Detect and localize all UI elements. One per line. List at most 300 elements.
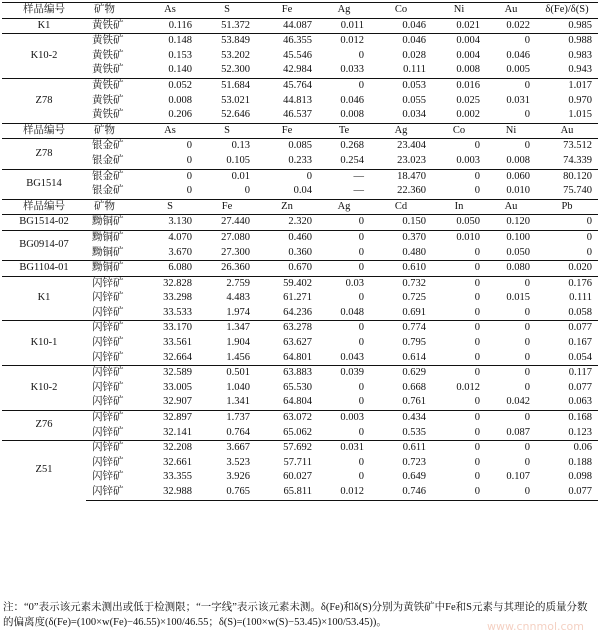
value-cell: 0.611 <box>370 441 432 456</box>
value-cell: 1.017 <box>536 78 598 93</box>
sample-id-cell: K1 <box>2 18 86 34</box>
value-cell: 0.03 <box>318 276 370 291</box>
value-cell: 44.813 <box>283 94 312 106</box>
table-row <box>2 184 598 199</box>
value-cell: 3.926 <box>226 471 250 483</box>
value-cell: 0.746 <box>370 485 432 500</box>
value-cell: 0 <box>358 471 364 483</box>
value-cell: 0 <box>524 456 530 468</box>
value-cell: 65.530 <box>283 381 312 393</box>
value-cell: 0 <box>432 169 486 184</box>
header-row <box>2 199 598 215</box>
table-row <box>2 154 598 169</box>
value-cell: 0.022 <box>486 18 536 34</box>
value-cell: 0.058 <box>568 306 592 318</box>
value-cell: 0.985 <box>536 18 598 34</box>
mineral-cell: 闪锌矿 <box>92 426 124 438</box>
value-cell: 32.661 <box>163 456 192 468</box>
value-cell: 0.360 <box>288 246 312 258</box>
value-cell: 0.723 <box>402 456 426 468</box>
value-cell: 0 <box>474 351 480 363</box>
value-cell: 46.355 <box>256 34 318 49</box>
value-cell: 0.988 <box>536 34 598 49</box>
value-cell: 0 <box>358 337 364 349</box>
value-cell: 0.008 <box>456 64 480 76</box>
column-header: Cd <box>370 199 432 215</box>
column-header: Co <box>370 3 432 19</box>
column-header: 矿物 <box>86 199 142 215</box>
value-cell: 33.170 <box>142 321 198 336</box>
table-row <box>2 336 598 351</box>
value-cell: 0.031 <box>506 94 530 106</box>
value-cell: 46.537 <box>283 109 312 121</box>
value-cell: 0.077 <box>568 381 592 393</box>
value-cell: 0.046 <box>506 49 530 61</box>
value-cell: 45.546 <box>283 49 312 61</box>
value-cell: 74.339 <box>563 154 592 166</box>
column-header: 样品编号 <box>2 199 86 215</box>
value-cell: 0 <box>486 411 536 426</box>
mineral-cell: 闪锌矿 <box>92 351 124 363</box>
value-cell: 0 <box>536 215 598 231</box>
sample-id-cell: Z78 <box>2 78 86 123</box>
value-cell: 0 <box>318 261 370 277</box>
value-cell: 32.208 <box>142 441 198 456</box>
value-cell: 0.008 <box>506 154 530 166</box>
value-cell: 33.561 <box>163 337 192 349</box>
value-cell: 0.111 <box>403 64 426 76</box>
column-header: Au <box>536 123 598 139</box>
value-cell: 0 <box>524 109 530 121</box>
column-header: 矿物 <box>86 3 142 19</box>
value-cell: 0 <box>524 306 530 318</box>
value-cell: 64.801 <box>283 351 312 363</box>
data-table-container <box>2 2 598 501</box>
mineral-cell: 闪锌矿 <box>86 485 142 500</box>
value-cell: 33.533 <box>163 306 192 318</box>
table-row <box>2 169 598 184</box>
column-header: S <box>198 123 256 139</box>
table-row <box>2 34 598 49</box>
value-cell: 0.087 <box>506 426 530 438</box>
mineral-cell: 黄铁矿 <box>86 18 142 34</box>
table-row <box>2 276 598 291</box>
mineral-cell: 黄铁矿 <box>86 34 142 49</box>
value-cell: 0.120 <box>486 215 536 231</box>
value-cell: 53.202 <box>221 49 250 61</box>
value-cell: 63.627 <box>283 337 312 349</box>
value-cell: 0 <box>358 456 364 468</box>
mineral-composition-table <box>2 2 598 501</box>
value-cell: 0.052 <box>142 78 198 93</box>
value-cell: 0 <box>474 292 480 304</box>
table-row <box>2 215 598 231</box>
value-cell: 27.080 <box>198 230 256 245</box>
value-cell: 63.072 <box>256 411 318 426</box>
header-row <box>2 123 598 139</box>
table-row <box>2 63 598 78</box>
header-row <box>2 3 598 19</box>
value-cell: 0 <box>318 321 370 336</box>
value-cell: 0.010 <box>506 185 530 197</box>
value-cell: 0.053 <box>370 78 432 93</box>
value-cell: 64.236 <box>283 306 312 318</box>
value-cell: 0 <box>474 337 480 349</box>
value-cell: 59.402 <box>256 276 318 291</box>
table-row <box>2 351 598 366</box>
column-header: Te <box>318 123 370 139</box>
table-row <box>2 108 598 123</box>
watermark-text: www.cnnmol.com <box>487 620 584 633</box>
value-cell: 0.765 <box>198 485 256 500</box>
sample-id-cell: K10-1 <box>2 321 86 366</box>
value-cell: 0.111 <box>569 292 592 304</box>
value-cell: 0 <box>474 246 480 258</box>
value-cell: 60.027 <box>283 471 312 483</box>
value-cell: 33.355 <box>163 471 192 483</box>
value-cell: 23.404 <box>370 139 432 154</box>
value-cell: 0 <box>358 292 364 304</box>
value-cell: 0.015 <box>506 292 530 304</box>
value-cell: 0 <box>474 471 480 483</box>
value-cell: — <box>318 169 370 184</box>
value-cell: 0.100 <box>486 230 536 245</box>
value-cell: 0 <box>432 139 486 154</box>
column-header: Ag <box>318 199 370 215</box>
table-row <box>2 94 598 109</box>
mineral-cell: 银金矿 <box>86 169 142 184</box>
value-cell: 2.759 <box>198 276 256 291</box>
value-cell: 0 <box>524 381 530 393</box>
value-cell: 32.664 <box>163 351 192 363</box>
table-row <box>2 441 598 456</box>
mineral-cell: 黝铜矿 <box>86 261 142 277</box>
value-cell: 0.460 <box>256 230 318 245</box>
value-cell: 27.300 <box>221 246 250 258</box>
value-cell: 0.943 <box>568 64 592 76</box>
table-row <box>2 306 598 321</box>
mineral-cell: 闪锌矿 <box>92 471 124 483</box>
value-cell: 0.691 <box>402 306 426 318</box>
column-header: S <box>142 199 198 215</box>
mineral-cell: 银金矿 <box>92 154 124 166</box>
value-cell: 52.646 <box>221 109 250 121</box>
value-cell: 53.021 <box>221 94 250 106</box>
mineral-cell: 闪锌矿 <box>92 306 124 318</box>
value-cell: 0 <box>358 426 364 438</box>
value-cell: 0.033 <box>340 64 364 76</box>
value-cell: 0.148 <box>142 34 198 49</box>
mineral-cell: 黝铜矿 <box>86 230 142 245</box>
table-row <box>2 395 598 410</box>
value-cell: 3.523 <box>226 456 250 468</box>
column-header: Ni <box>432 3 486 19</box>
value-cell: 0 <box>474 185 480 197</box>
value-cell: 0 <box>142 169 198 184</box>
column-header: 矿物 <box>86 123 142 139</box>
value-cell: 42.984 <box>283 64 312 76</box>
value-cell: 0 <box>142 139 198 154</box>
sample-id-cell: K1 <box>2 276 86 321</box>
value-cell: 0 <box>186 154 192 166</box>
value-cell: 0 <box>524 351 530 363</box>
value-cell: 3.130 <box>142 215 198 231</box>
value-cell: 0.004 <box>432 34 486 49</box>
sample-id-cell: Z51 <box>2 441 86 500</box>
value-cell: 0.206 <box>168 109 192 121</box>
value-cell: 0.012 <box>456 381 480 393</box>
value-cell: 0 <box>474 396 480 408</box>
value-cell: 1.904 <box>226 337 250 349</box>
value-cell: 32.897 <box>142 411 198 426</box>
value-cell: 57.692 <box>256 441 318 456</box>
value-cell: 0.480 <box>402 246 426 258</box>
value-cell: 0.970 <box>568 94 592 106</box>
value-cell: 0.077 <box>536 485 598 500</box>
value-cell: 2.320 <box>256 215 318 231</box>
mineral-cell: 闪锌矿 <box>86 366 142 381</box>
value-cell: 63.278 <box>256 321 318 336</box>
value-cell: 52.300 <box>221 64 250 76</box>
value-cell: 0.080 <box>486 261 536 277</box>
value-cell: 0 <box>432 321 486 336</box>
value-cell: 0 <box>432 261 486 277</box>
value-cell: 22.360 <box>397 185 426 197</box>
value-cell: 0.795 <box>402 337 426 349</box>
sample-id-cell: K10-2 <box>2 366 86 411</box>
mineral-cell: 闪锌矿 <box>86 321 142 336</box>
value-cell: 0.629 <box>370 366 432 381</box>
value-cell: 65.062 <box>283 426 312 438</box>
mineral-cell: 闪锌矿 <box>86 411 142 426</box>
column-header: Au <box>486 3 536 19</box>
value-cell: 0.233 <box>288 154 312 166</box>
column-header: S <box>198 3 256 19</box>
value-cell: 0 <box>486 78 536 93</box>
table-row <box>2 78 598 93</box>
value-cell: 0.010 <box>432 230 486 245</box>
column-header: 样品编号 <box>2 3 86 19</box>
value-cell: 0.670 <box>256 261 318 277</box>
value-cell: 0.016 <box>432 78 486 93</box>
value-cell: 0 <box>318 78 370 93</box>
value-cell: 0.063 <box>568 396 592 408</box>
mineral-cell: 黄铁矿 <box>92 109 124 121</box>
value-cell: 0.268 <box>318 139 370 154</box>
value-cell: 0 <box>486 34 536 49</box>
table-row <box>2 456 598 471</box>
value-cell: 33.298 <box>163 292 192 304</box>
value-cell: — <box>353 185 364 197</box>
value-cell: 0.043 <box>340 351 364 363</box>
table-row <box>2 291 598 306</box>
value-cell: 0 <box>586 246 592 258</box>
value-cell: 0 <box>486 366 536 381</box>
value-cell: 63.883 <box>256 366 318 381</box>
value-cell: 0.025 <box>456 94 480 106</box>
value-cell: 64.804 <box>283 396 312 408</box>
mineral-cell: 黄铁矿 <box>92 94 124 106</box>
value-cell: 0.153 <box>168 49 192 61</box>
value-cell: 0.105 <box>226 154 250 166</box>
column-header: Ni <box>486 123 536 139</box>
column-header: δ(Fe)/δ(S) <box>536 3 598 19</box>
value-cell: 27.440 <box>198 215 256 231</box>
value-cell: 0 <box>524 337 530 349</box>
value-cell: 0.046 <box>370 18 432 34</box>
sample-id-cell: BG1104-01 <box>2 261 86 277</box>
value-cell: 0.983 <box>568 49 592 61</box>
value-cell: 0 <box>186 185 192 197</box>
table-row <box>2 381 598 396</box>
sample-id-cell: BG0914-07 <box>2 230 86 260</box>
value-cell: 0.098 <box>568 471 592 483</box>
value-cell: 0 <box>358 396 364 408</box>
value-cell: 0.168 <box>536 411 598 426</box>
value-cell: 51.684 <box>198 78 256 93</box>
value-cell: 0 <box>474 306 480 318</box>
column-header: Ag <box>318 3 370 19</box>
value-cell: 0 <box>536 230 598 245</box>
value-cell: 32.141 <box>163 426 192 438</box>
value-cell: 0.050 <box>432 215 486 231</box>
value-cell: 0.535 <box>402 426 426 438</box>
table-row <box>2 426 598 441</box>
value-cell: 26.360 <box>198 261 256 277</box>
value-cell: 0 <box>432 411 486 426</box>
value-cell: 0.028 <box>402 49 426 61</box>
value-cell: 0.116 <box>142 18 198 34</box>
sample-id-cell: Z78 <box>2 139 86 169</box>
value-cell: 44.087 <box>256 18 318 34</box>
value-cell: 0 <box>486 321 536 336</box>
column-header: Ag <box>370 123 432 139</box>
value-cell: 0.150 <box>370 215 432 231</box>
value-cell: 1.341 <box>226 396 250 408</box>
value-cell: 0.085 <box>256 139 318 154</box>
value-cell: 0.167 <box>568 337 592 349</box>
value-cell: 75.740 <box>563 185 592 197</box>
value-cell: 18.470 <box>370 169 432 184</box>
value-cell: 0.725 <box>402 292 426 304</box>
mineral-cell: 银金矿 <box>92 185 124 197</box>
value-cell: 4.483 <box>226 292 250 304</box>
value-cell: 0 <box>432 485 486 500</box>
mineral-cell: 黝铜矿 <box>92 246 124 258</box>
value-cell: 0 <box>256 169 318 184</box>
value-cell: 1.040 <box>226 381 250 393</box>
value-cell: 0.005 <box>506 64 530 76</box>
value-cell: 0.008 <box>168 94 192 106</box>
value-cell: 0 <box>486 485 536 500</box>
value-cell: 32.907 <box>163 396 192 408</box>
value-cell: 32.589 <box>142 366 198 381</box>
value-cell: 0.046 <box>370 34 432 49</box>
value-cell: 33.005 <box>163 381 192 393</box>
value-cell: 0 <box>486 441 536 456</box>
value-cell: 0.06 <box>536 441 598 456</box>
column-header: Fe <box>198 199 256 215</box>
value-cell: 80.120 <box>536 169 598 184</box>
column-header: Au <box>486 199 536 215</box>
table-row <box>2 485 598 500</box>
column-header: Pb <box>536 199 598 215</box>
value-cell: 0.060 <box>486 169 536 184</box>
value-cell: 0.123 <box>568 426 592 438</box>
value-cell: 0.117 <box>536 366 598 381</box>
column-header: Fe <box>256 123 318 139</box>
value-cell: 0 <box>358 246 364 258</box>
mineral-cell: 闪锌矿 <box>86 276 142 291</box>
value-cell: 0.13 <box>198 139 256 154</box>
value-cell: 1.737 <box>198 411 256 426</box>
value-cell: 0.434 <box>370 411 432 426</box>
value-cell: 0.034 <box>402 109 426 121</box>
value-cell: 0.254 <box>340 154 364 166</box>
sample-id-cell: Z76 <box>2 411 86 441</box>
value-cell: 57.711 <box>283 456 312 468</box>
mineral-cell: 闪锌矿 <box>92 456 124 468</box>
value-cell: 0.003 <box>456 154 480 166</box>
value-cell: 0.614 <box>402 351 426 363</box>
value-cell: 3.667 <box>198 441 256 456</box>
value-cell: 65.811 <box>256 485 318 500</box>
sample-id-cell: K10-2 <box>2 34 86 79</box>
value-cell: 0.003 <box>318 411 370 426</box>
value-cell: 0 <box>432 366 486 381</box>
mineral-cell: 黝铜矿 <box>86 215 142 231</box>
column-header: As <box>142 123 198 139</box>
value-cell: 0.370 <box>370 230 432 245</box>
column-header: In <box>432 199 486 215</box>
value-cell: 0.610 <box>370 261 432 277</box>
mineral-cell: 闪锌矿 <box>86 441 142 456</box>
value-cell: 0.004 <box>456 49 480 61</box>
column-header: Zn <box>256 199 318 215</box>
value-cell: 0.140 <box>168 64 192 76</box>
value-cell: 0 <box>432 441 486 456</box>
value-cell: 32.828 <box>142 276 198 291</box>
mineral-cell: 黄铁矿 <box>92 64 124 76</box>
value-cell: 0.04 <box>293 185 312 197</box>
value-cell: 0.054 <box>568 351 592 363</box>
value-cell: 0.107 <box>506 471 530 483</box>
value-cell: 0.012 <box>318 34 370 49</box>
table-row <box>2 411 598 426</box>
table-row <box>2 230 598 245</box>
column-header: 样品编号 <box>2 123 86 139</box>
table-row <box>2 470 598 485</box>
sample-id-cell: BG1514 <box>2 169 86 199</box>
value-cell: 32.988 <box>142 485 198 500</box>
value-cell: 45.764 <box>256 78 318 93</box>
value-cell: 1.015 <box>568 109 592 121</box>
table-row <box>2 261 598 277</box>
value-cell: 0.012 <box>318 485 370 500</box>
value-cell: 1.974 <box>226 306 250 318</box>
value-cell: 0 <box>474 426 480 438</box>
value-cell: 61.271 <box>283 292 312 304</box>
value-cell: 0.031 <box>318 441 370 456</box>
table-row <box>2 139 598 154</box>
value-cell: 0 <box>358 381 364 393</box>
value-cell: 0 <box>358 49 364 61</box>
value-cell: 0 <box>318 215 370 231</box>
value-cell: 0.176 <box>536 276 598 291</box>
value-cell: 0 <box>486 139 536 154</box>
value-cell: 0 <box>486 276 536 291</box>
value-cell: 0.077 <box>536 321 598 336</box>
